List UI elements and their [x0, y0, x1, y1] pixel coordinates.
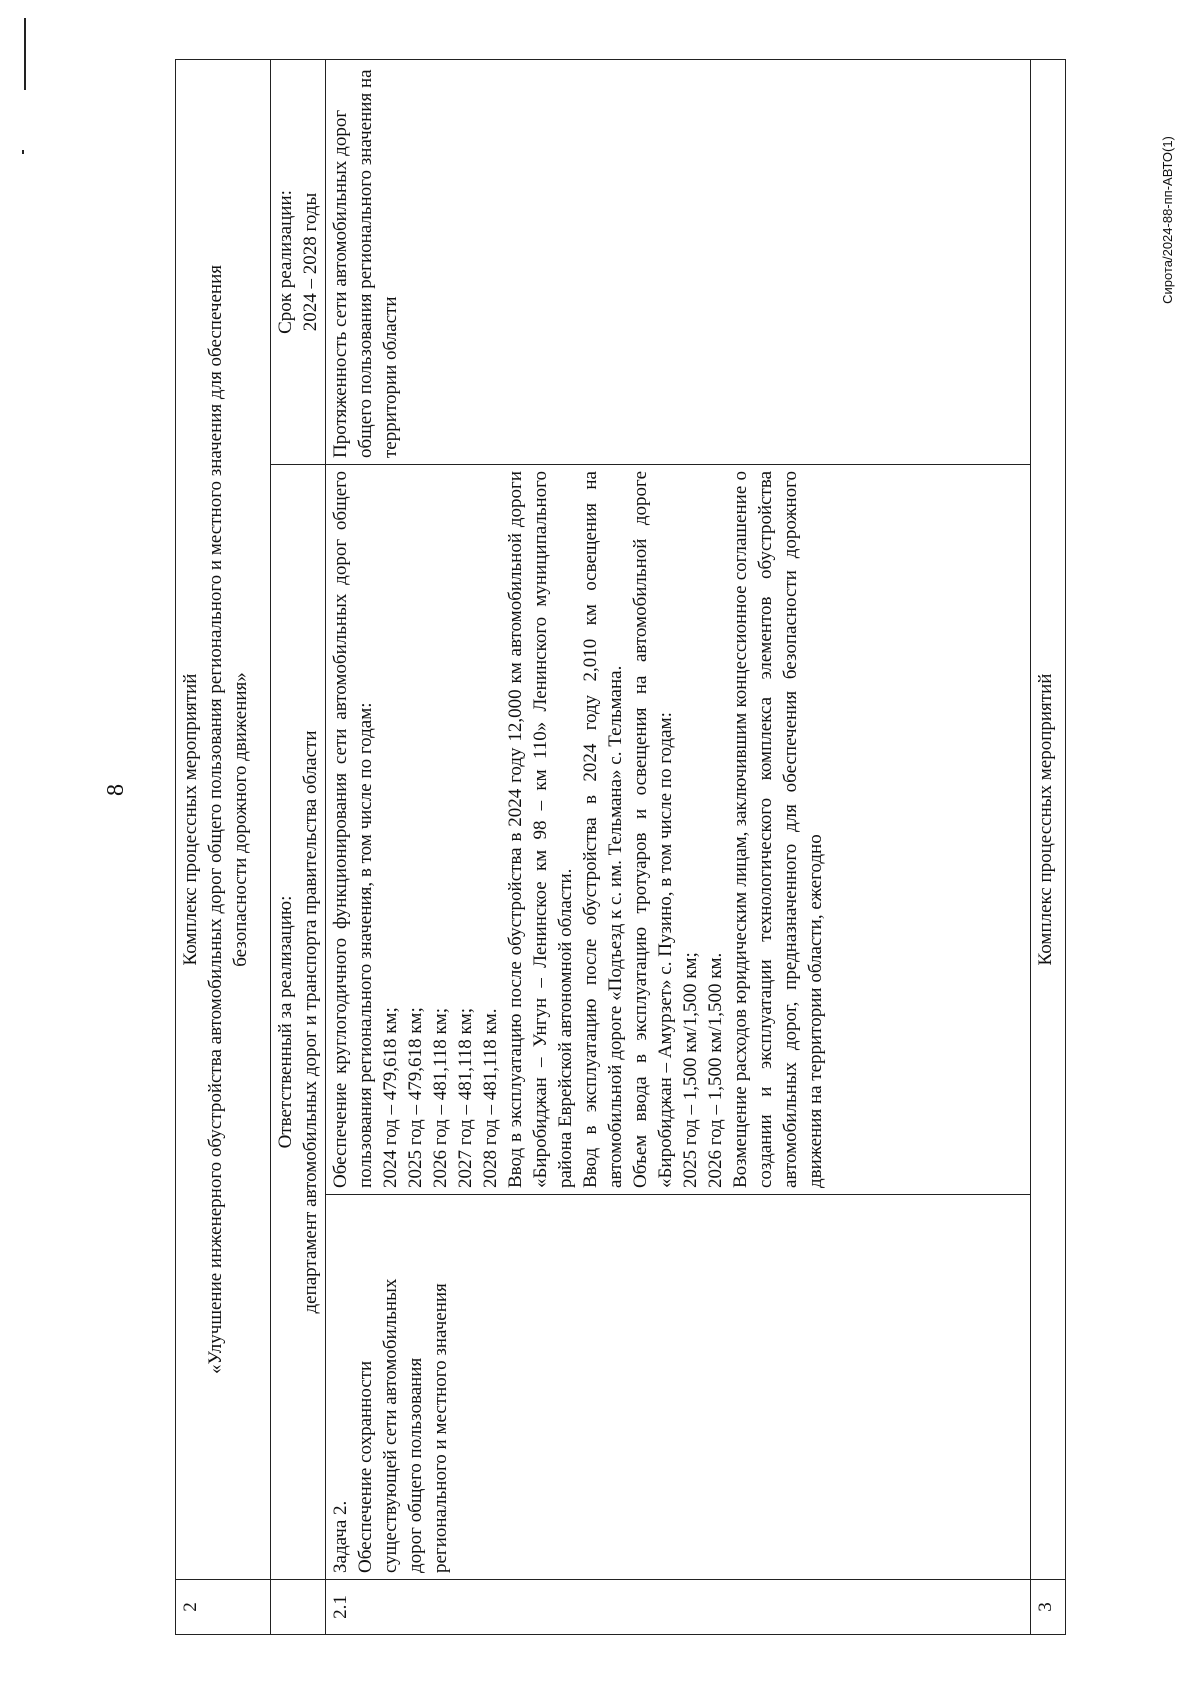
- scan-margin-dot: [22, 150, 24, 154]
- section-2-title-line-1: Комплекс процессных мероприятий: [180, 673, 201, 966]
- indicator-text: Протяженность сети автомобильных дорог общего пользования регионального значения на территории области: [330, 69, 401, 458]
- indicator-cell: [326, 59, 1031, 464]
- document-code: [1158, 50, 1178, 390]
- task-line-2: Обеспечение сохранности: [355, 1360, 376, 1573]
- section-2-responsible-row: [271, 59, 326, 1634]
- results-cell: [326, 465, 1031, 1195]
- result-lighting-commissioning: Ввод в эксплуатацию после обустройства в 2024 году 2,010 км освещения на автомобильной дороге «Подъезд к с. им. Тельмана» с. Тельмана.: [580, 471, 626, 1188]
- section-2-title: [176, 59, 271, 1579]
- result-year-2025: 2025 год – 479,618 км;: [405, 1007, 426, 1188]
- empty-cell: [271, 1580, 326, 1635]
- result-year-2026: 2026 год – 481,118 км;: [430, 1007, 451, 1188]
- section-2-title-line-3: безопасности дорожного движения»: [230, 672, 251, 967]
- section-3-title: Комплекс процессных мероприятий: [1031, 59, 1066, 1579]
- responsible-value: департамент автомобильных дорог и транспорта правительства области: [300, 730, 321, 1314]
- document-code-text: Сирота/2024-88-пп-АВТО(1): [1160, 136, 1175, 304]
- result-road-commissioning: Ввод в эксплуатацию после обустройства в 2024 году 12,000 км автомобильной дороги «Биробиджан – Унгун – Ленинское км 98 – км 110» Ленинского муниципального района Еврейской автономной области.: [505, 471, 576, 1188]
- result-year-2027: 2027 год – 481,118 км;: [455, 1007, 476, 1188]
- term-label: Срок реализации:: [275, 190, 296, 334]
- result-intro: Обеспечение круглогодичного функционирования сети автомобильных дорог общего пользования регионального значения, в том числе по годам:: [330, 471, 376, 1188]
- result-sidewalks-2025: 2025 год – 1,500 км/1,500 км;: [680, 952, 701, 1188]
- page-number: 8: [103, 784, 129, 796]
- term-years: 2024 – 2028 годы: [300, 192, 321, 332]
- task-line-5: регионального и местного значения: [430, 1283, 451, 1573]
- row-2-1-number: 2.1: [326, 1580, 1031, 1635]
- task-line-3: существующей сети автомобильных: [380, 1278, 401, 1573]
- section-3-number: 3: [1031, 1580, 1066, 1635]
- rotated-table-page: [175, 60, 1065, 1635]
- task-line-4: дорог общего пользования: [405, 1357, 426, 1573]
- measures-table: [175, 59, 1066, 1635]
- section-2-number: 2: [176, 1580, 271, 1635]
- result-year-2024: 2024 год – 479,618 км;: [380, 1007, 401, 1188]
- task-cell: [326, 1195, 1031, 1580]
- task-line-1: Задача 2.: [330, 1500, 351, 1573]
- responsible-label: Ответственный за реализацию:: [275, 895, 296, 1149]
- result-year-2028: 2028 год – 481,118 км.: [480, 1008, 501, 1188]
- term-cell: [271, 59, 326, 464]
- responsible-cell: [271, 465, 326, 1580]
- result-reimbursement: Возмещение расходов юридическим лицам, заключившим концессионное соглашение о создании и эксплуатации технологического комплекса элементов обустройства автомобильных дорог, предназначенного для обеспечения безопасности дорожного движения на территории области, ежегодно: [730, 471, 826, 1188]
- result-sidewalks-2026: 2026 год – 1,500 км/1,500 км.: [705, 952, 726, 1188]
- result-sidewalks-lighting: Объем ввода в эксплуатацию тротуаров и освещения на автомобильной дороге «Биробиджан – Амурзет» с. Пузино, в том числе по годам:: [630, 471, 676, 1188]
- section-2-header-row: [176, 59, 271, 1634]
- row-2-1: [326, 59, 1031, 1634]
- section-2-title-line-2: «Улучшение инженерного обустройства автомобильных дорог общего пользования регионального и местного значения для обеспечения: [205, 264, 226, 1374]
- scan-margin-line: [24, 18, 26, 90]
- section-3-header-row: [1031, 59, 1066, 1634]
